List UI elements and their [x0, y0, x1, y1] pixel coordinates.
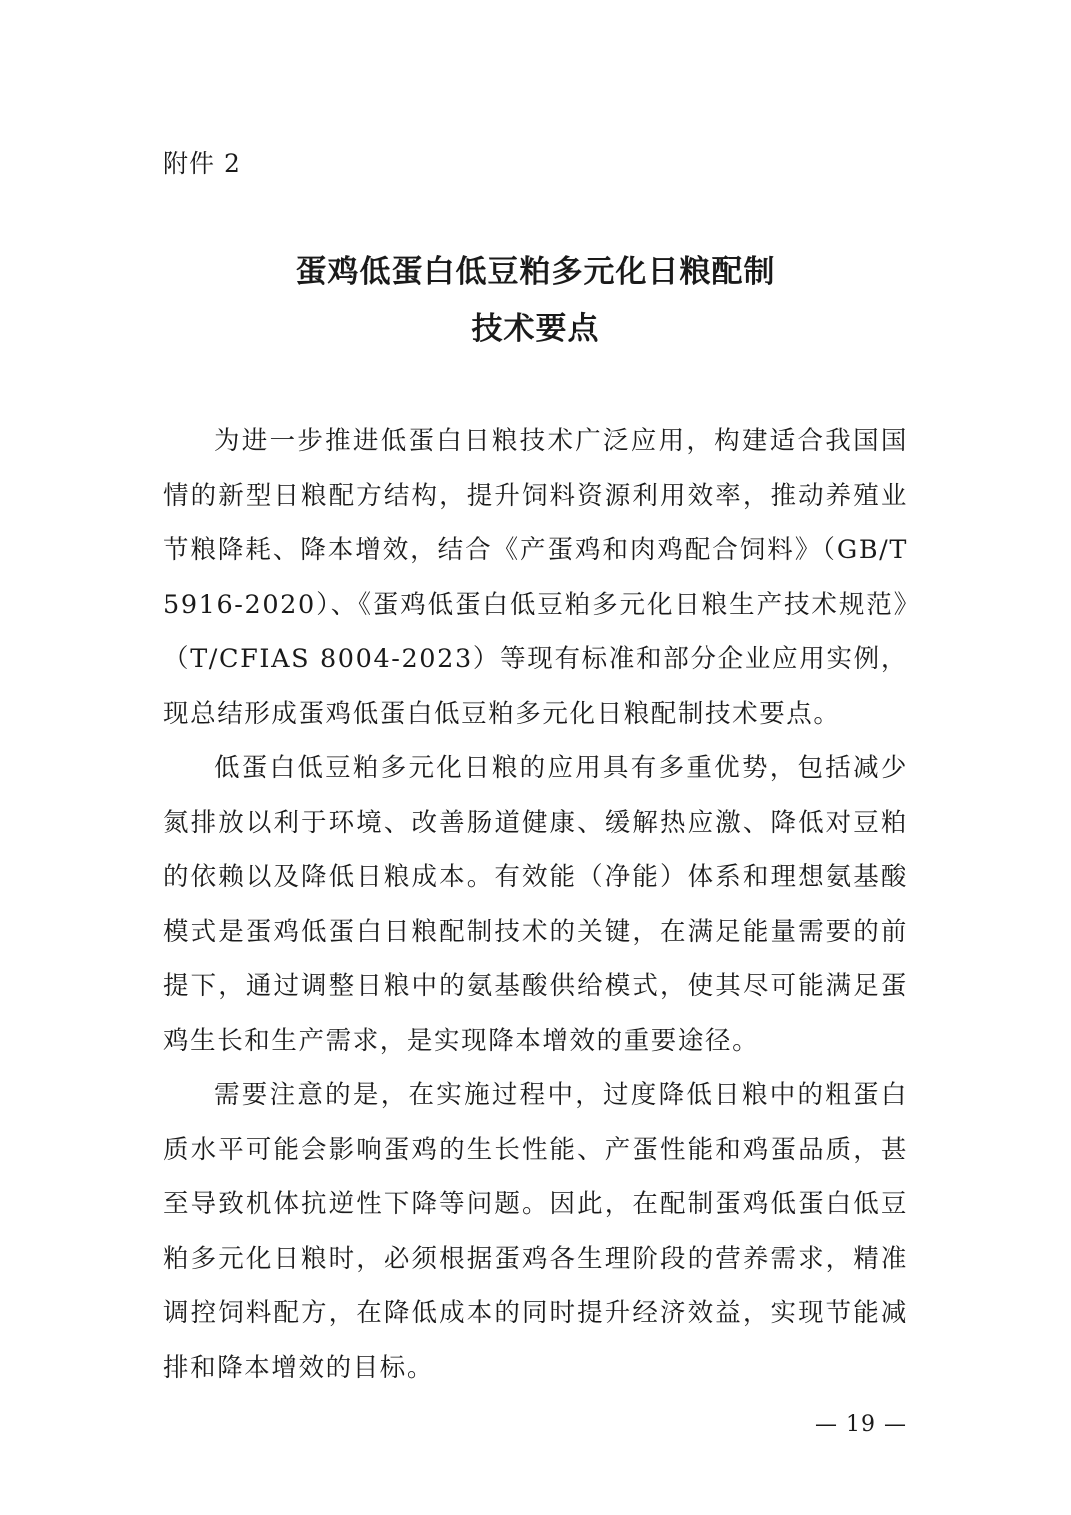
- attachment-label: 附件 2: [163, 149, 241, 178]
- body-paragraph-1: 为进一步推进低蛋白日粮技术广泛应用，构建适合我国国情的新型日粮配方结构，提升饲料资源利用效率，推动养殖业节粮降耗、降本增效，结合《产蛋鸡和肉鸡配合饲料》（GB/T 5916-2020）、《蛋鸡低蛋白低豆粕多元化日粮生产技术规范》（T/CFIAS 8004-2023）等现有标准和部分企业应用实例，现总结形成蛋鸡低蛋白低豆粕多元化日粮配制技术要点。: [163, 426, 908, 729]
- document-title-line-1: 蛋鸡低蛋白低豆粕多元化日粮配制: [295, 254, 776, 290]
- document-title-line-2: 技术要点: [471, 311, 600, 347]
- page-number: — 19 —: [815, 1412, 907, 1437]
- body-paragraph-2: 低蛋白低豆粕多元化日粮的应用具有多重优势，包括减少氮排放以利于环境、改善肠道健康、缓解热应激、降低对豆粕的依赖以及降低日粮成本。有效能（净能）体系和理想氨基酸模式是蛋鸡低蛋白日粮配制技术的关键，在满足能量需要的前提下，通过调整日粮中的氨基酸供给模式，使其尽可能满足蛋鸡生长和生产需求，是实现降本增效的重要途径。: [163, 753, 908, 1056]
- document-body: [163, 414, 908, 1395]
- body-paragraph-3: 需要注意的是，在实施过程中，过度降低日粮中的粗蛋白质水平可能会影响蛋鸡的生长性能、产蛋性能和鸡蛋品质，甚至导致机体抗逆性下降等问题。因此，在配制蛋鸡低蛋白低豆粕多元化日粮时，必须根据蛋鸡各生理阶段的营养需求，精准调控饲料配方，在降低成本的同时提升经济效益，实现节能减排和降本增效的目标。: [163, 1080, 908, 1383]
